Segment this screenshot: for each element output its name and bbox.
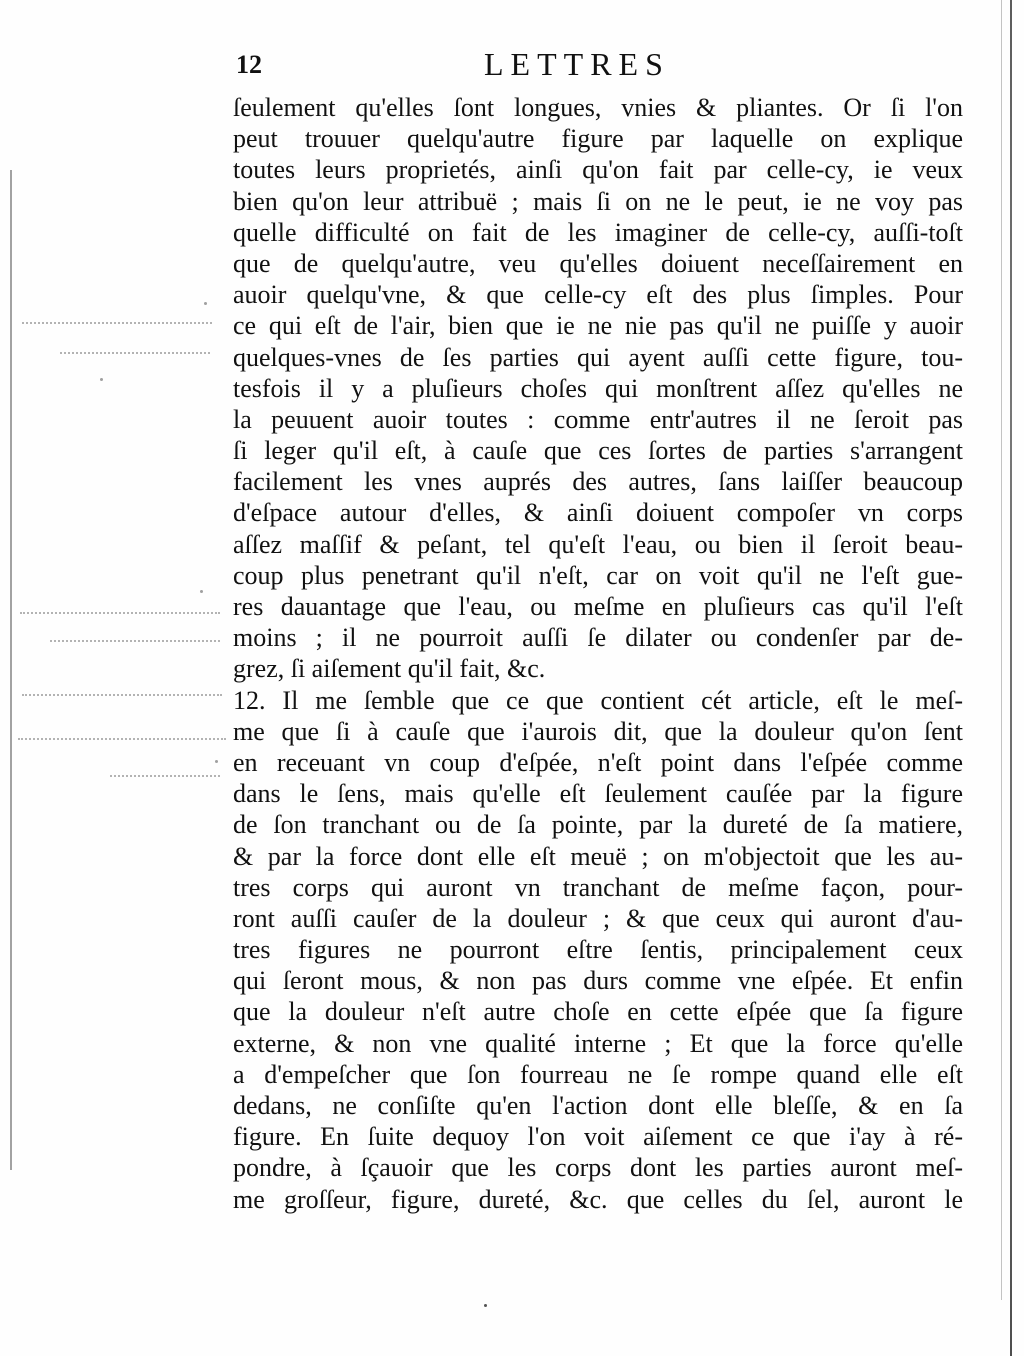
text-line: ce qui eſt de l'air, bien que ie ne nie pas qu'il ne puiſſe y auoir (233, 311, 963, 341)
page-number: 12 (236, 50, 262, 79)
text-line: ſeulement qu'elles ſont longues, vnies & pliantes. Or ſi l'on (233, 93, 963, 122)
text-line: facilement les vnes auprés des autres, ſans laiſſer beaucoup (233, 467, 963, 497)
text-line: me que ſi à cauſe que i'aurois dit, que la douleur qu'on ſent (233, 716, 963, 746)
text-line: d'eſpace autour d'elles, & ainſi doiuent compoſer vn corps (233, 498, 963, 528)
text-line: tesfois il y a pluſieurs choſes qui monſtrent aſſez qu'elles ne (233, 373, 963, 403)
scan-edge-right-inner (1001, 0, 1002, 1300)
text-line: dans le ſens, mais qu'elle eſt ſeulement cauſée par la figure (233, 779, 963, 809)
text-line: tres corps qui auront vn tranchant de meſme façon, pour- (233, 872, 963, 902)
text-line: moins ; il ne pourroit auſſi ſe dilater ou condenſer par de- (233, 623, 963, 653)
text-line: peut trouuer quelqu'autre figure par laquelle on explique (233, 124, 963, 154)
text-line: la peuuent auoir toutes : comme entr'autres il ne ſeroit pas (233, 404, 963, 434)
text-line: a d'empeſcher que ſon fourreau ne ſe rompe quand elle eſt (233, 1059, 963, 1089)
text-line: 12. Il me ſemble que ce que contient cét article, eſt le meſ- (233, 685, 963, 715)
text-line: me groſſeur, figure, dureté, &c. que celles du ſel, auront le (233, 1184, 963, 1214)
text-line: externe, & non vne qualité interne ; Et que la force qu'elle (233, 1028, 963, 1058)
text-line: ront auſſi cauſer de la douleur ; & que ceux qui auront d'au- (233, 903, 963, 933)
page-header (236, 46, 956, 86)
text-line: & par la force dont elle eſt meuë ; on m'objectoit que les au- (233, 841, 963, 871)
text-line: ſi leger qu'il eſt, à cauſe que ces ſortes de parties s'arrangent (233, 436, 963, 466)
text-line: figure. En ſuite dequoy l'on voit aiſement ce que i'ay à ré- (233, 1122, 963, 1152)
text-line: pondre, à ſçauoir que les corps dont les parties auront meſ- (233, 1153, 963, 1183)
text-line: en receuant vn coup d'eſpée, n'eſt point dans l'eſpée comme (233, 747, 963, 777)
text-line: auoir quelqu'vne, & que celle-cy eſt des plus ſimples. Pour (233, 280, 963, 310)
print-speck (484, 1304, 487, 1307)
text-line: quelques-vnes de ſes parties qui ayent auſſi cette figure, tou- (233, 342, 963, 372)
text-line: que de quelqu'autre, veu qu'elles doiuent neceſſairement en (233, 248, 963, 278)
text-line: toutes leurs proprietés, ainſi qu'on fait par celle-cy, ie veux (233, 155, 963, 185)
text-line: quelle difficulté on fait de les imaginer de celle-cy, auſſi-toſt (233, 217, 963, 247)
text-line: coup plus penetrant qu'il n'eſt, car on voit qu'il ne l'eſt gue- (233, 560, 963, 590)
text-line: de ſon tranchant ou de ſa pointe, par la dureté de ſa matiere, (233, 810, 963, 840)
scan-edge-right (1010, 0, 1012, 1356)
text-line: dedans, ne conſiſte qu'en l'action dont elle bleſſe, & en ſa (233, 1091, 963, 1120)
text-line: grez, ſi aiſement qu'il fait, &c. (233, 654, 546, 684)
body-text (233, 92, 963, 1215)
text-line: bien qu'on leur attribuë ; mais ſi on ne le peut, ie ne voy pas (233, 186, 963, 216)
text-line: res dauantage que l'eau, ou meſme en pluſieurs cas qu'il l'eſt (233, 592, 963, 621)
text-line: tres figures ne pourront eſtre ſentis, principalement ceux (233, 935, 963, 965)
running-title: LETTRES (484, 46, 670, 82)
text-line: qui ſeront mous, & non pas durs comme vne eſpée. Et enfin (233, 966, 963, 996)
margin-annotations (0, 0, 230, 1356)
text-line: aſſez maſſif & peſant, tel qu'eſt l'eau, ou bien il ſeroit beau- (233, 529, 963, 559)
text-line: que la douleur n'eſt autre choſe en cette eſpée que ſa figure (233, 997, 963, 1027)
